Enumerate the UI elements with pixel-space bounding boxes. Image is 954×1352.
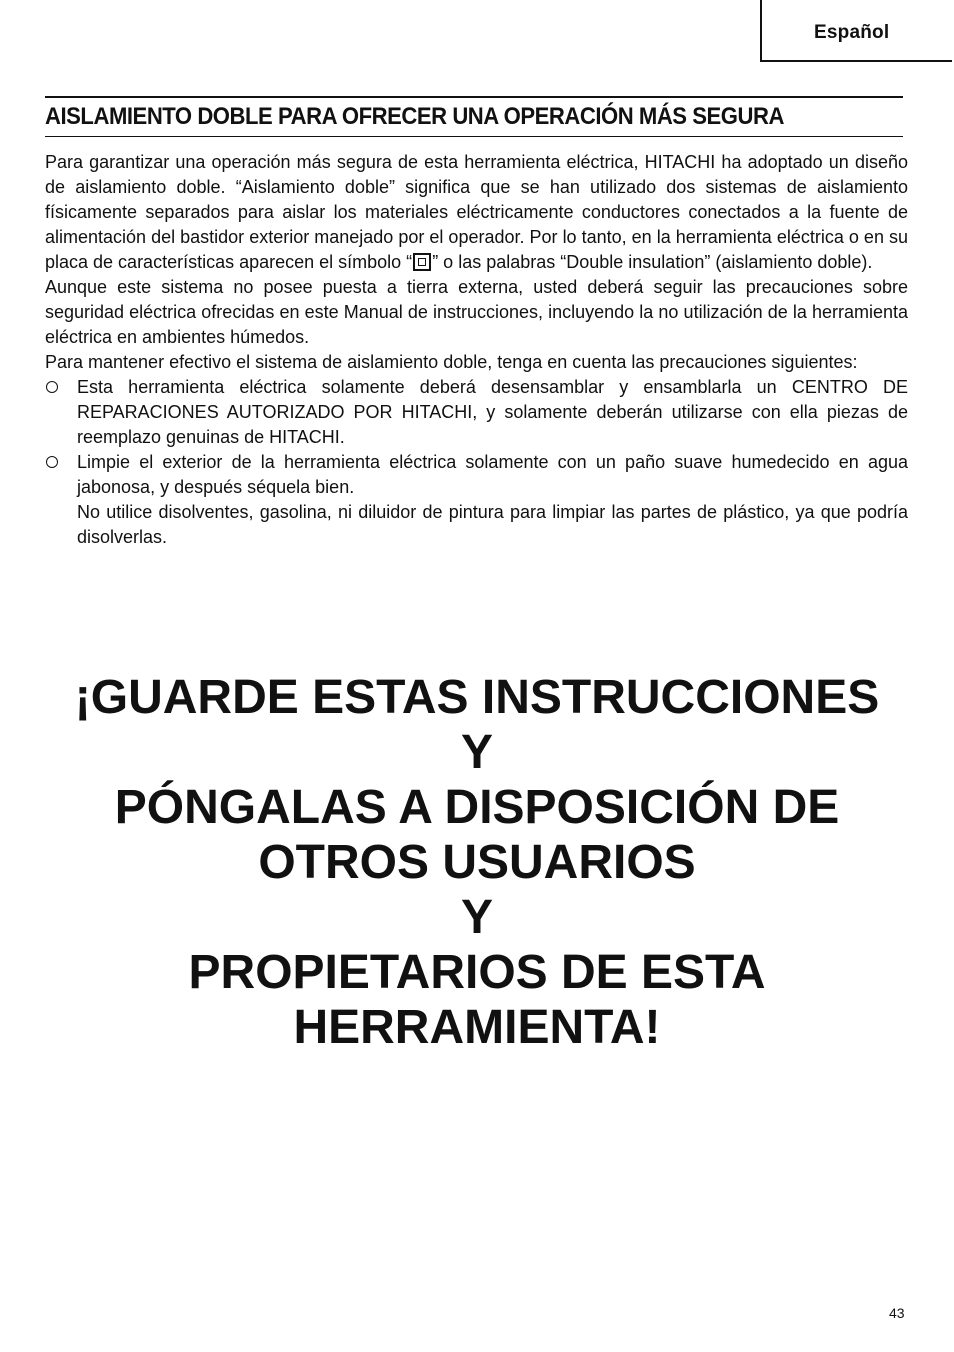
heading-bottom-rule — [45, 136, 903, 137]
paragraph-precautions-intro: Para mantener efectivo el sistema de aislamiento doble, tenga en cuenta las precauciones siguientes: — [45, 352, 858, 372]
paragraph-text: Para garantizar una operación más segura de esta herramienta eléctrica, HITACHI ha adoptado un diseño de aislamiento doble. “Aislamiento doble” significa que se han utilizado dos sistemas de aislamiento físicamente separados para aislar los materiales eléctricamente conductores conectados a la fuente de alimentación del bastidor exterior manejado por el operador. Por lo tanto, en la herramienta eléctrica o en su placa de características aparecen el símbolo “ — [45, 152, 908, 272]
title-line: OTROS USUARIOS — [258, 836, 696, 889]
title-line: Y — [460, 726, 493, 779]
paragraph-grounding: Aunque este sistema no posee puesta a tierra externa, usted deberá seguir las precauciones sobre seguridad eléctrica ofrecidas en este Manual de instrucciones, incluyendo la no utilización de la herramienta eléctrica en ambientes húmedos. — [45, 277, 908, 347]
title-line: HERRAMIENTA! — [293, 1001, 661, 1054]
title-line: ¡GUARDE ESTAS INSTRUCCIONES — [74, 671, 880, 724]
list-item — [45, 450, 908, 550]
title-line: Y — [460, 891, 493, 944]
title-line: PROPIETARIOS DE ESTA — [188, 946, 766, 999]
save-instructions-title — [0, 670, 954, 1055]
title-line: PÓNGALAS A DISPOSICIÓN DE — [114, 781, 840, 834]
paragraph-text-cont: ” o las palabras “Double insulation” (aislamiento doble). — [432, 252, 873, 272]
language-label: Español — [814, 22, 890, 43]
section-body — [45, 150, 908, 550]
list-item — [45, 375, 908, 450]
heading-top-rule — [45, 96, 903, 98]
paragraph-double-insulation — [45, 150, 908, 275]
page-number: 43 — [889, 1305, 905, 1321]
list-item-text: Limpie el exterior de la herramienta eléctrica solamente con un paño suave humedecido en agua jabonosa, y después séquela bien. — [77, 452, 908, 497]
double-insulation-icon — [413, 253, 431, 271]
section-heading: AISLAMIENTO DOBLE PARA OFRECER UNA OPERACIÓN MÁS SEGURA — [45, 103, 784, 130]
bullet-circle-icon — [46, 381, 58, 393]
list-item-text-cont: No utilice disolventes, gasolina, ni diluidor de pintura para limpiar las partes de plástico, ya que podría disolverlas. — [77, 502, 908, 547]
list-item-text: Esta herramienta eléctrica solamente deberá desensamblar y ensamblarla un CENTRO DE REPARACIONES AUTORIZADO POR HITACHI, y solamente deberán utilizarse con ella piezas de reemplazo genuinas de HITACHI. — [77, 377, 908, 447]
bullet-circle-icon — [46, 456, 58, 468]
language-tab — [760, 0, 952, 62]
